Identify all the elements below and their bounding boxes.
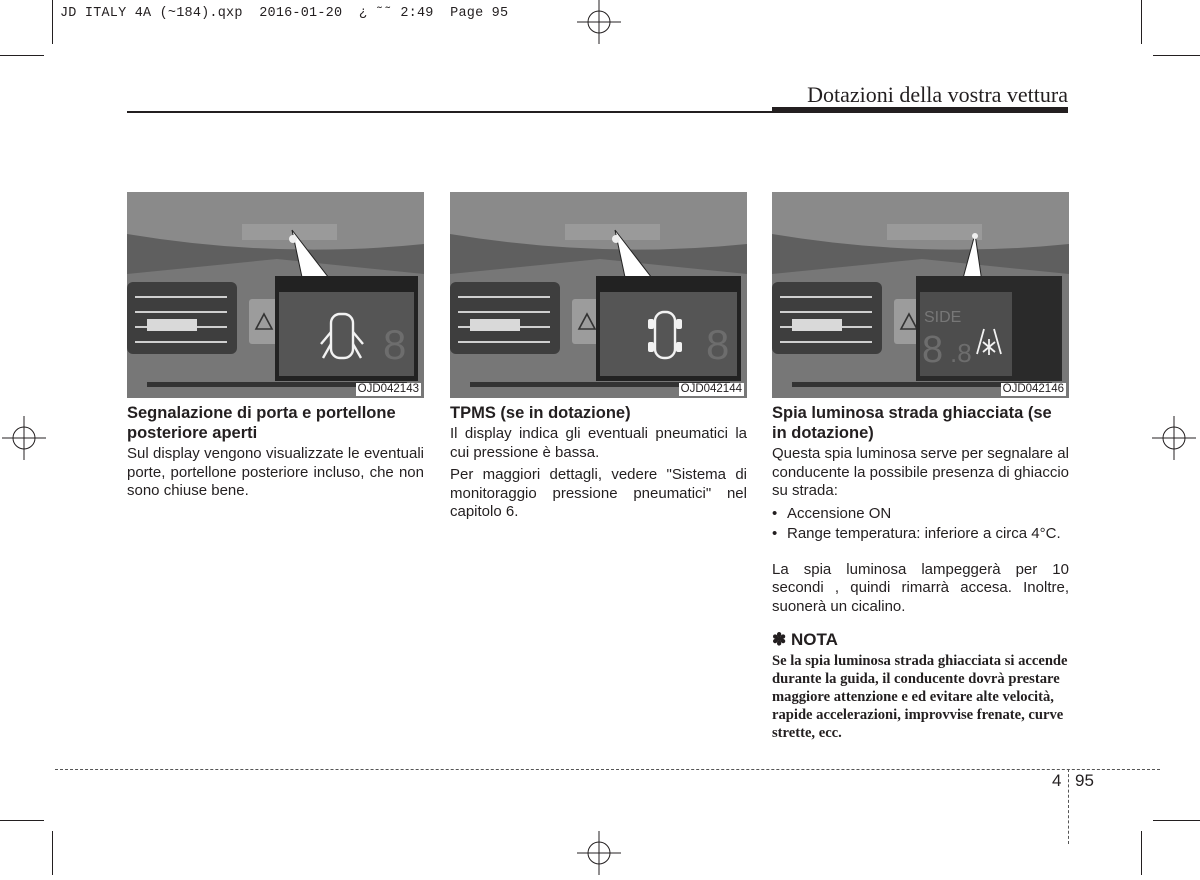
- bullet-item: • Accensione ON: [772, 505, 1069, 524]
- page-number: 95: [1075, 771, 1094, 790]
- title-rule-accent: [772, 107, 1068, 113]
- registration-mark-icon: [2, 416, 46, 460]
- column-tpms: [450, 164, 747, 526]
- print-header: JD ITALY 4A (~184).qxp 2016-01-20 ¿ ˜˜ 2:49 Page 95: [60, 6, 509, 21]
- paragraph: Per maggiori dettagli, vedere "Sistema di monitoraggio pressione pneumatici" nel capitolo 6.: [450, 466, 747, 520]
- column-ice-warning: [772, 164, 1069, 742]
- registration-mark-icon: [577, 0, 621, 44]
- figure-door-open: [127, 164, 424, 398]
- figure-code: OJD042146: [1002, 383, 1064, 395]
- display-side-text: SIDE: [924, 309, 962, 326]
- figure-ice-warning: [772, 164, 1069, 398]
- section-heading: TPMS (se in dotazione): [450, 404, 631, 422]
- crop-mark: [52, 0, 53, 44]
- svg-text:8: 8: [706, 321, 730, 368]
- paragraph: Sul display vengono visualizzate le eventuali porte, portellone posteriore incluso, che non sono chiuse bene.: [127, 445, 424, 499]
- crop-mark: [1141, 0, 1142, 44]
- crop-mark: [1153, 820, 1200, 821]
- figure-code: OJD042143: [357, 383, 419, 395]
- paragraph: Questa spia luminosa serve per segnalare al conducente la possibile presenza di ghiaccio su strada:: [772, 445, 1069, 499]
- crop-mark: [0, 820, 44, 821]
- figure-code: OJD042144: [680, 383, 742, 395]
- crop-mark: [1141, 831, 1142, 875]
- crop-mark: [52, 831, 53, 875]
- paragraph: Il display indica gli eventuali pneumatici la cui pressione è bassa.: [450, 425, 747, 461]
- bullet-list: [772, 505, 1069, 544]
- footer-dashed-divider: [1068, 769, 1069, 844]
- bullet-item: • Range temperatura: inferiore a circa 4°C.: [772, 525, 1069, 544]
- svg-text:8: 8: [383, 321, 407, 368]
- note-title: ✽ NOTA: [772, 630, 838, 649]
- svg-text:.8: .8: [950, 338, 972, 368]
- crop-mark: [0, 55, 44, 56]
- section-heading: Spia luminosa strada ghiacciata (se in dotazione): [772, 404, 1052, 442]
- registration-mark-icon: [1152, 416, 1196, 460]
- crop-mark: [1153, 55, 1200, 56]
- figure-tpms: [450, 164, 747, 398]
- footer-dashed-rule: [55, 769, 1160, 770]
- svg-text:8: 8: [922, 329, 944, 371]
- chapter-number: 4: [1052, 771, 1062, 790]
- paragraph: La spia luminosa lampeggerà per 10 secondi , quindi rimarrà accesa. Inoltre, suonerà un cicalino.: [772, 560, 1069, 615]
- page-title: Dotazioni della vostra vettura: [807, 82, 1068, 107]
- note-body: Se la spia luminosa strada ghiacciata si accende durante la guida, il conducente dovrà prestare maggiore attenzione e ed evitare alte velocità, rapide accelerazioni, improvvise frenate, curve strette, ecc.: [772, 653, 1068, 741]
- section-heading: Segnalazione di porta e portellone posteriore aperti: [127, 404, 396, 442]
- column-door-open: [127, 164, 424, 505]
- registration-mark-icon: [577, 831, 621, 875]
